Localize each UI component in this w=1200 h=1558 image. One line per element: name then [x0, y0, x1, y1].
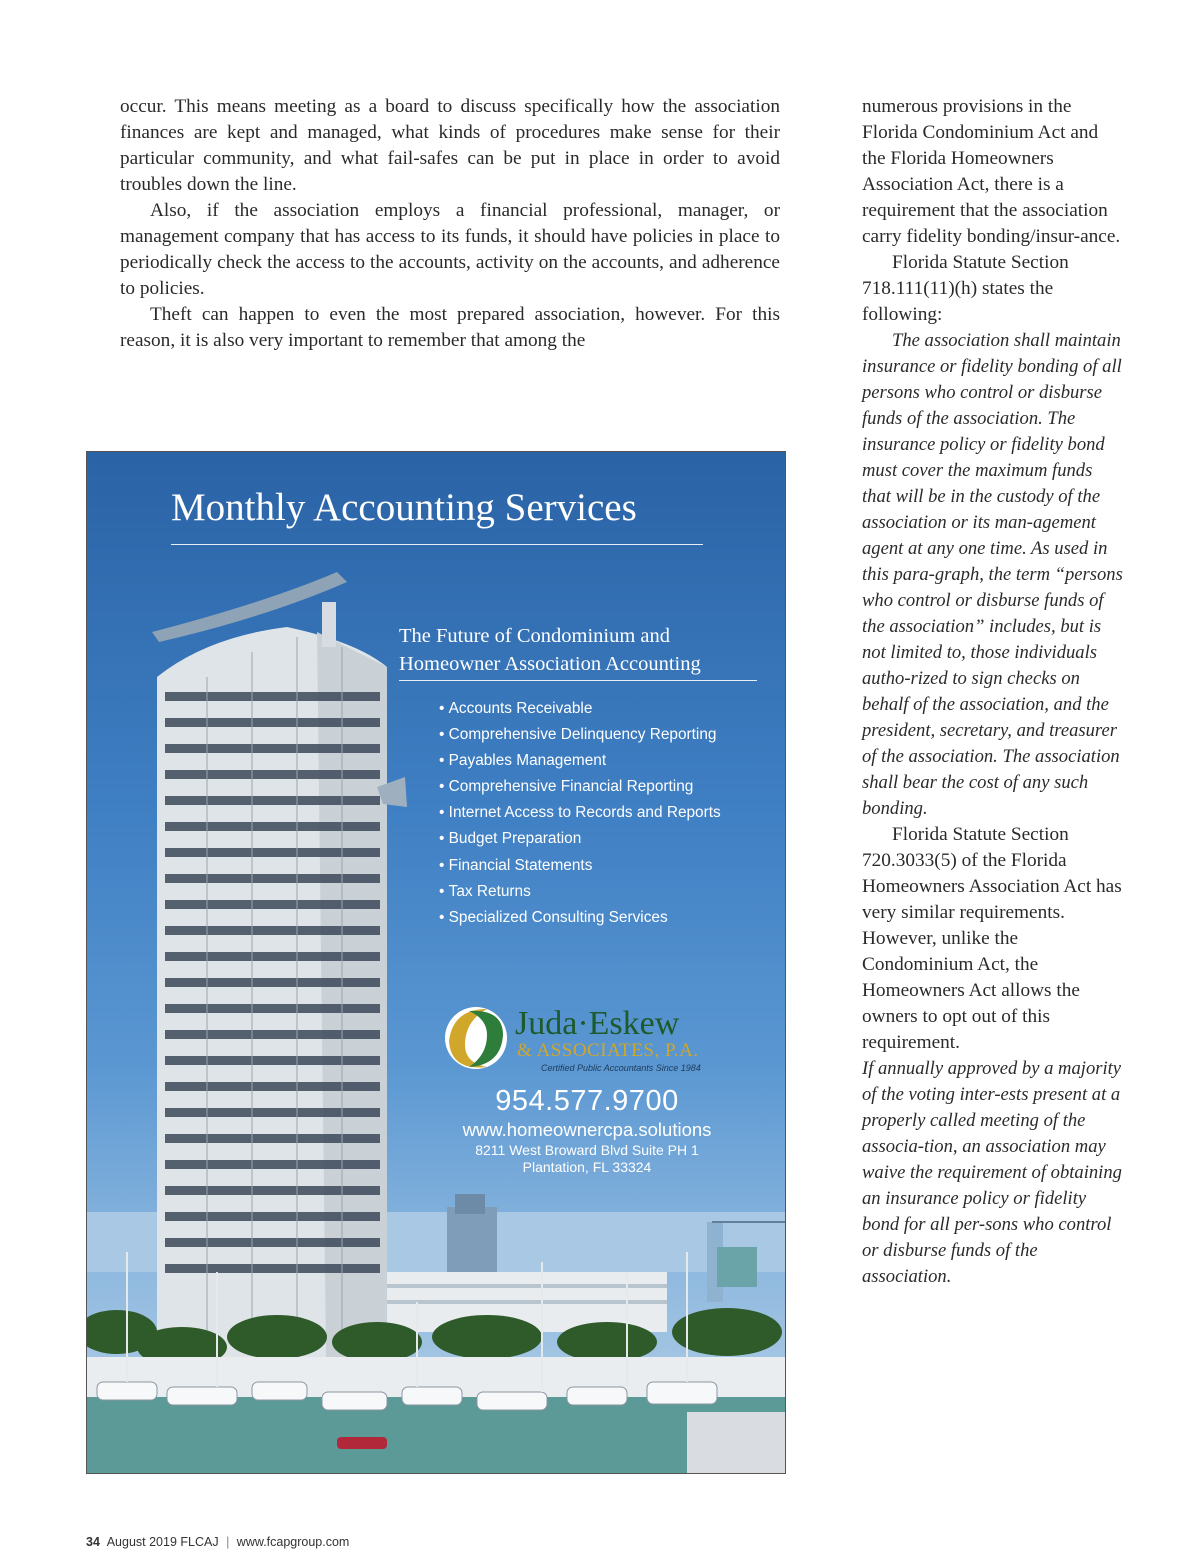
side-paragraph: Florida Statute Section 718.111(11)(h) states the following: — [862, 252, 1069, 325]
logo-company-name: Juda·Eskew — [515, 1005, 680, 1042]
footer-separator: | — [226, 1535, 230, 1549]
footer-issue: August 2019 FLCAJ — [106, 1535, 219, 1549]
ad-subtitle — [399, 622, 757, 681]
service-item: • Tax Returns — [439, 879, 721, 905]
ad-subtitle-line: The Future of Condominium and — [399, 625, 671, 647]
side-paragraph: numerous provisions in the Florida Condominium Act and the Florida Homeowners Association Act, there is a requirement that the association carry fidelity bonding/insur-ance. — [862, 96, 1121, 247]
side-article-column — [862, 94, 1124, 1290]
service-item: • Accounts Receivable — [439, 696, 721, 722]
ad-address-line: Plantation, FL 33324 — [522, 1158, 652, 1175]
ad-address — [387, 1142, 786, 1175]
article-paragraph: occur. This means meeting as a board to discuss specifically how the association finances are kept and managed, what kinds of procedures make sense for their particular community, and what fail-safes can be put in place in order to avoid troubles down the line. — [120, 96, 780, 195]
ad-building-photo — [87, 452, 785, 1473]
services-list — [439, 696, 721, 931]
page-number: 34 — [86, 1535, 100, 1549]
logo-associates: & ASSOCIATES, P.A. — [517, 1040, 699, 1061]
logo-tagline: Certified Public Accountants Since 1984 — [541, 1063, 701, 1073]
company-logo — [443, 1001, 743, 1081]
service-item: • Payables Management — [439, 748, 721, 774]
service-item: • Financial Statements — [439, 853, 721, 879]
page-footer — [86, 1534, 349, 1550]
service-item: • Budget Preparation — [439, 826, 721, 852]
side-paragraph: Florida Statute Section 720.3033(5) of the Florida Homeowners Association Act has very similar requirements. However, unlike the Condominium Act, the Homeowners Act allows the owners to opt out of this requirement. — [862, 824, 1122, 1053]
statute-quote: The association shall maintain insurance or fidelity bonding of all persons who control or disburse funds of the association. The insurance policy or fidelity bond must cover the maximum funds that will be in the custody of the association or its man-agement agent at any one time. As used in this para-graph, the term “persons who control or disburse funds of the association” includes, but is not limited to, those individuals autho-rized to sign checks on behalf of the association, and the president, secretary, and treasurer of the association. The association shall bear the cost of any such bonding. — [862, 330, 1123, 819]
swoosh-logo-icon — [443, 1001, 509, 1075]
ad-subtitle-line: Homeowner Association Accounting — [399, 653, 701, 675]
service-item: • Comprehensive Delinquency Reporting — [439, 722, 721, 748]
article-paragraph: Theft can happen to even the most prepared association, however. For this reason, it is also very important to remember that among the — [120, 304, 780, 351]
statute-quote: If annually approved by a majority of the voting inter-ests present at a properly called meeting of the associa-tion, an association may waive the requirement of obtaining an insurance policy or fidelity bond for all per-sons who control or disburse funds of the association. — [862, 1058, 1122, 1287]
service-item: • Comprehensive Financial Reporting — [439, 774, 721, 800]
service-item: • Internet Access to Records and Reports — [439, 800, 721, 826]
ad-title: Monthly Accounting Services — [171, 484, 703, 545]
main-article-column — [120, 94, 780, 354]
advertisement — [86, 451, 786, 1474]
article-paragraph: Also, if the association employs a financial professional, manager, or management company that has access to its funds, it should have policies in place to periodically check the access to the accounts, activity on the accounts, and adherence to policies. — [120, 200, 780, 299]
ad-address-line: 8211 West Broward Blvd Suite PH 1 — [475, 1142, 699, 1158]
service-item: • Specialized Consulting Services — [439, 905, 721, 931]
ad-phone-number: 954.577.9700 — [495, 1085, 679, 1117]
footer-website: www.fcapgroup.com — [236, 1535, 350, 1549]
ad-website: www.homeownercpa.solutions — [462, 1119, 712, 1140]
